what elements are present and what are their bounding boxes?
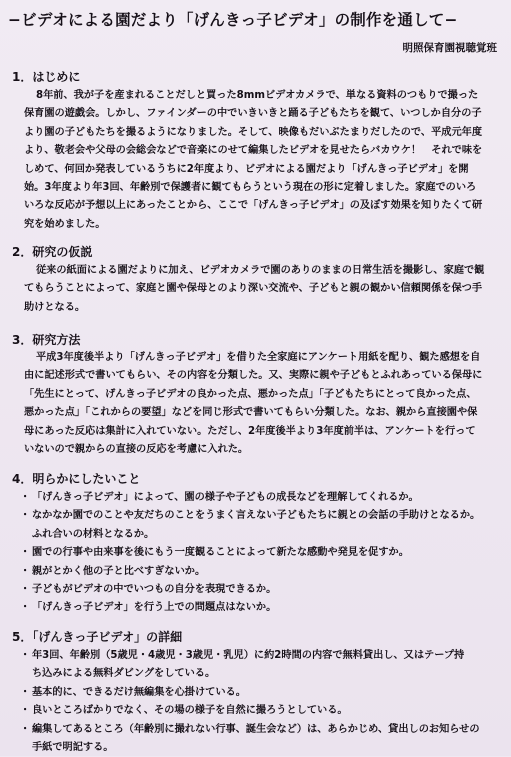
list-item-text: 子どもがビデオの中でいつもの自分を表現できるか。 <box>32 584 277 596</box>
bullet: ・ <box>20 492 31 503</box>
section-1-line: より、敬老会や父母の会総会などで音楽にのせて編集したビデオを見せたらバカウケ！ それで味を <box>24 145 483 157</box>
section-1-line: 保育園の遊戯会。しかし、ファインダーの中でいきいきと踊る子どもたちを観て、いつしか自分の子 <box>24 108 482 120</box>
bullet: ・ <box>20 547 31 559</box>
bullet: ・ <box>20 723 31 735</box>
bullet: ・ <box>20 602 31 614</box>
section-3-line: 由に記述形式で書いてもらい、その内容を分類した。又、実際に親や子どもとふれあっている保母に <box>24 370 483 382</box>
section-2-heading: 2．研究の仮説 <box>12 245 93 259</box>
bullet: ・ <box>20 705 31 717</box>
bullet: ・ <box>20 686 31 698</box>
section-2-line: 助けとなる。 <box>24 301 86 313</box>
section-1-heading: 1．はじめに <box>12 70 81 84</box>
bullet: ・ <box>20 565 31 577</box>
list-item <box>18 599 498 617</box>
list-item-text: 園での行事や由来事を後にもう一度観ることによって新たな感動や発見を促すか。 <box>32 547 409 559</box>
list-item <box>18 581 498 599</box>
list-item <box>18 684 498 702</box>
list-item <box>18 647 498 684</box>
list-item <box>18 721 498 757</box>
section-1-line: 究を始めました。 <box>24 218 106 230</box>
section-3-body <box>24 349 506 459</box>
list-item-text: なかなか園でのことや友だちのことをうまく言えない子どもたちに親との会話の手助けとなるか。 <box>32 510 481 522</box>
list-item-text: 編集してあるところ（年齢別に撮れない行事、誕生会など）は、あらかじめ、貸出しのお知らせの <box>32 723 480 735</box>
list-item-text: ち込みによる無料ダビングをしている。 <box>32 668 216 680</box>
section-1-line: 8年前、我が子を産まれることだしと買った8mmビデオカメラで、単なる資料のつもりで撮った <box>36 90 479 101</box>
section-2-line: 従来の紙面による園だよりに加え、ビデオカメラで園のありのままの日常生活を撮影し、家庭で観 <box>36 265 485 276</box>
section-3-line: いないので親からの直接の反応を考慮に入れた。 <box>24 444 249 456</box>
list-item <box>18 507 498 544</box>
section-1-line: しめて、何回か発表しているうちに2年度より、ビデオによる園だより「げんきっ子ビデオ」を開 <box>24 163 469 175</box>
list-item-text: 「げんきっ子ビデオ」を行う上での問題点はないか。 <box>32 602 277 614</box>
list-item <box>18 544 498 562</box>
list-item-text: 親がとかく他の子と比べすぎないか。 <box>32 565 206 577</box>
section-5-heading: 5．「げんきっ子ビデオ」の詳細 <box>12 630 183 644</box>
bullet: ・ <box>20 510 31 522</box>
section-3-line: 母にあった反応は集計に入れていない。ただし、2年度後半より3年度前半は、アンケートを行って <box>24 425 476 437</box>
page-title: −ビデオによる園だより「げんきっ子ビデオ」の制作を通して− <box>8 11 458 29</box>
details-list <box>18 647 498 757</box>
section-1-line: 始。3年度より年3回、年齢別で保護者に観てもらうという現在の形に定着しました。家庭でのいろ <box>24 182 477 194</box>
section-2-line: てもらうことによって、家庭と園や保母とのより深い交流や、子どもと親の観かい信頼関係を保つ手 <box>24 283 483 295</box>
section-3-heading: 3．研究方法 <box>12 333 81 347</box>
section-3-line: 「先生にとって、げんきっ子ビデオの良かった点、悪かった点」「子どもたちにとって良かった点、 <box>24 388 477 400</box>
list-item <box>18 563 498 581</box>
list-item-text: 基本的に、できるだけ無編集を心掛けている。 <box>32 686 246 698</box>
section-3-line: 平成3年度後半より「げんきっ子ビデオ」を借りた全家庭にアンケート用紙を配り、観た感想を自 <box>36 352 481 363</box>
section-1-line: より園の子どもたちを撮るようになりました。そして、映像もだいぶたまりだしたので、平成元年度 <box>24 126 483 138</box>
section-2-body <box>24 262 506 317</box>
goals-list <box>18 489 498 618</box>
section-1-line: いろな反応が予想以上にあったことから、ここで「げんきっ子ビデオ」の及ぼす効果を知りたくて研 <box>24 200 483 212</box>
list-item-text: ふれ合いの材料となるか。 <box>32 528 155 540</box>
bullet: ・ <box>20 650 31 661</box>
author-line: 明照保育園視聴覚班 <box>402 42 497 54</box>
list-item <box>18 702 498 720</box>
list-item-text: 良いところばかりでなく、その場の様子を自然に撮ろうとしている。 <box>32 705 348 717</box>
list-item-text: 年3回、年齢別（5歳児・4歳児・3歳児・乳児）に約2時間の内容で無料貸出し、又はテープ持 <box>32 650 465 661</box>
section-4-heading: 4．明らかにしたいこと <box>12 472 141 486</box>
bullet: ・ <box>20 584 31 596</box>
list-item <box>18 489 498 507</box>
list-item-text: 「げんきっ子ビデオ」によって、園の様子や子どもの成長などを理解してくれるか。 <box>32 492 419 503</box>
list-item-text: 手紙で明記する。 <box>32 742 114 754</box>
section-1-body <box>24 87 506 234</box>
section-3-line: 悪かった点」「これからの要望」などを同じ形式で書いてもらい分類した。なお、親から直接園や保 <box>24 407 478 419</box>
